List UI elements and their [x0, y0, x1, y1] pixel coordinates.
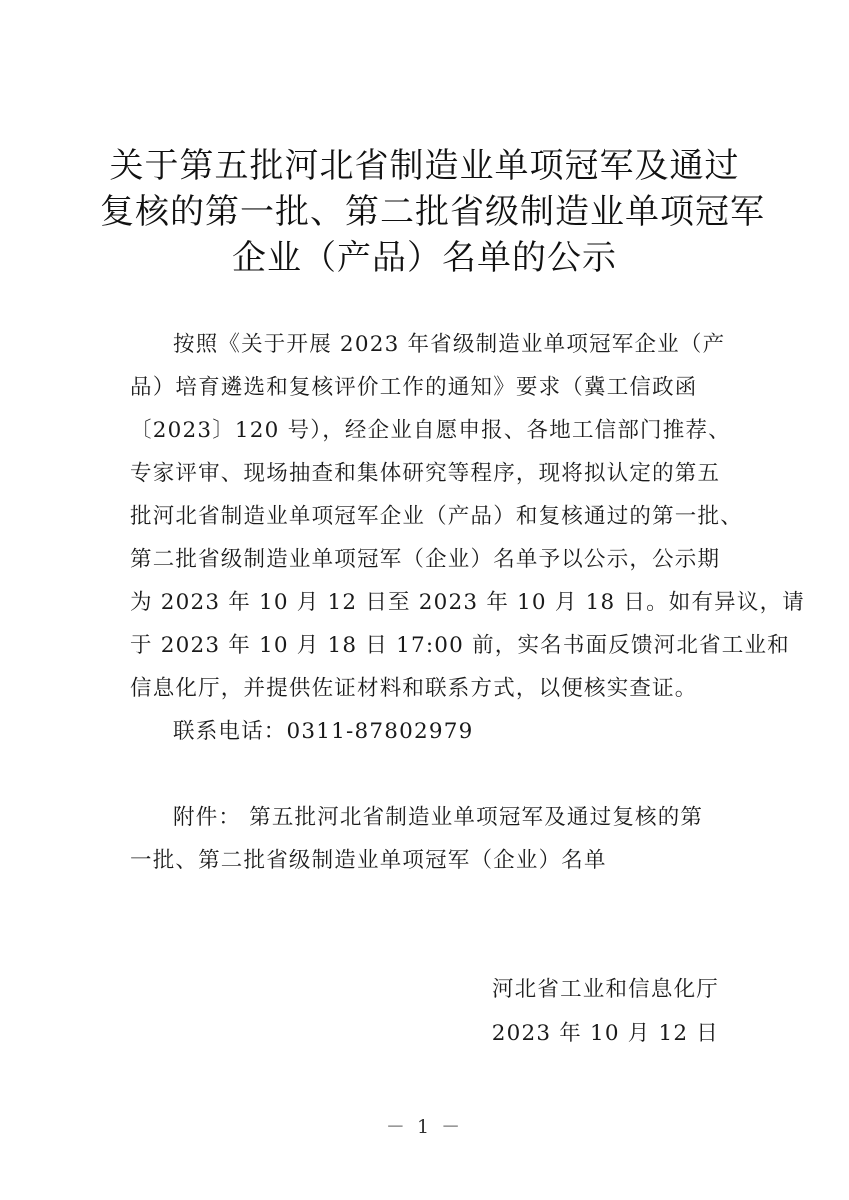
page-number: － 1 －	[385, 1116, 464, 1138]
title-line: 复核的第一批、第二批省级制造业单项冠军	[100, 192, 765, 232]
title-line: 关于第五批河北省制造业单项冠军及通过	[109, 146, 740, 186]
paragraph-line: 批河北省制造业单项冠军企业（产品）和复核通过的第一批、	[130, 504, 743, 529]
signature-date: 2023 年 10 月 12 日	[491, 1021, 719, 1046]
spacer	[130, 753, 720, 796]
paragraph-line: 于 2023 年 10 月 18 日 17:00 前，实名书面反馈河北省工业和	[130, 633, 790, 658]
paragraph-line: 品）培育遴选和复核评价工作的通知》要求（冀工信政函	[130, 375, 698, 400]
attachment-line: 一批、第二批省级制造业单项冠军（企业）名单	[130, 848, 607, 873]
signature-org: 河北省工业和信息化厅	[491, 977, 719, 1002]
title-line: 企业（产品）名单的公示	[232, 238, 617, 278]
attachment-line: 附件： 第五批河北省制造业单项冠军及通过复核的第	[173, 805, 704, 830]
contact-phone: 联系电话：0311-87802979	[173, 719, 474, 744]
paragraph-line: 〔2023〕120 号），经企业自愿申报、各地工信部门推荐、	[130, 418, 731, 443]
paragraph-line: 信息化厅，并提供佐证材料和联系方式，以便核实查证。	[130, 676, 698, 701]
document-body	[130, 323, 805, 882]
document-title	[100, 143, 765, 281]
paragraph-line: 第二批省级制造业单项冠军（企业）名单予以公示，公示期	[130, 547, 721, 572]
signature-block	[492, 968, 719, 1056]
paragraph-line: 按照《关于开展 2023 年省级制造业单项冠军企业（产	[173, 332, 726, 357]
paragraph-line: 专家评审、现场抽查和集体研究等程序，现将拟认定的第五	[130, 461, 721, 486]
paragraph-line: 为 2023 年 10 月 12 日至 2023 年 10 月 18 日。如有异议，请	[130, 590, 805, 615]
